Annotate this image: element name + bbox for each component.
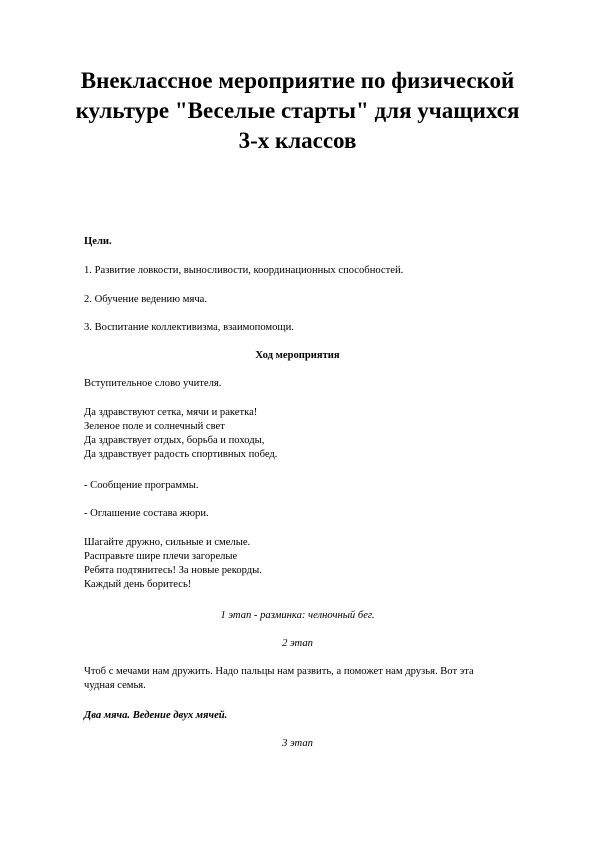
- poem-line: Зеленое поле и солнечный свет: [84, 421, 225, 432]
- intro-paragraph: Вступительное слово учителя.: [84, 378, 222, 389]
- section-heading: Ход мероприятия: [255, 350, 340, 361]
- title-line: 3-х классов: [238, 128, 357, 153]
- stage-heading: 1 этап - разминка: челночный бег.: [220, 610, 375, 621]
- jury-paragraph: - Оглашение состава жюри.: [84, 508, 209, 519]
- goal-item: 1. Развитие ловкости, выносливости, координационных способностей.: [84, 265, 404, 276]
- paragraph-line: Чтоб с мечами нам дружить. Надо пальцы нам развить, а поможет нам друзья. Вот эта: [84, 666, 474, 677]
- title-line: Внеклассное мероприятие по физической: [80, 68, 515, 93]
- stage2-paragraph: [84, 665, 554, 693]
- poem-stanza: [84, 406, 554, 462]
- stage-heading: 3 этап: [282, 738, 313, 749]
- paragraph-line: чудная семья.: [84, 680, 146, 691]
- title-line: культуре "Веселые старты" для учащихся: [75, 98, 520, 123]
- stage-heading: 2 этап: [282, 638, 313, 649]
- poem-line: Каждый день боритесь!: [84, 579, 192, 590]
- goals-heading: Цели.: [84, 236, 112, 247]
- goal-item: 3. Воспитание коллективизма, взаимопомощи.: [84, 322, 294, 333]
- poem-line: Да здравствует радость спортивных побед.: [84, 449, 278, 460]
- poem-stanza: [84, 536, 554, 592]
- document-title: [40, 66, 555, 156]
- goal-item: 2. Обучение ведению мяча.: [84, 294, 207, 305]
- balls-paragraph: Два мяча. Ведение двух мячей.: [84, 710, 228, 721]
- program-paragraph: - Сообщение программы.: [84, 480, 199, 491]
- poem-line: Да здравствует отдых, борьба и походы,: [84, 435, 265, 446]
- poem-line: Да здравствуют сетка, мячи и ракетка!: [84, 407, 258, 418]
- poem-line: Ребята подтянитесь! За новые рекорды.: [84, 565, 262, 576]
- poem-line: Расправьте шире плечи загорелые: [84, 551, 238, 562]
- poem-line: Шагайте дружно, сильные и смелые.: [84, 537, 251, 548]
